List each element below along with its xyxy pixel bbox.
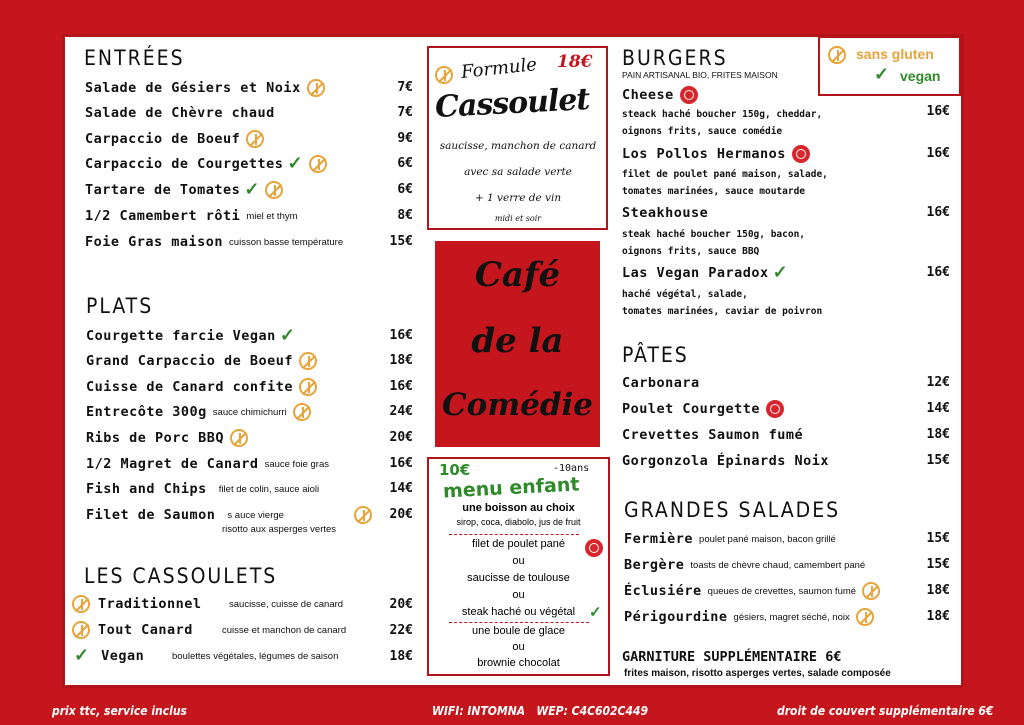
logo-line: Comédie xyxy=(441,387,594,423)
list-item xyxy=(74,645,144,667)
section-title-cassoulets: LES CASSOULETS xyxy=(84,564,278,588)
item-price: 6€ xyxy=(397,182,413,197)
item-name: Carbonara xyxy=(622,375,700,391)
vegan-icon: ✓ xyxy=(287,153,303,174)
item-price: 18€ xyxy=(389,353,413,368)
item-price: 18€ xyxy=(926,427,950,442)
item-name: Fish and Chips xyxy=(86,481,207,497)
item-name: Crevettes Saumon fumé xyxy=(622,427,804,443)
list-item xyxy=(85,231,343,253)
list-item xyxy=(85,128,264,150)
item-price: 20€ xyxy=(389,507,413,522)
kids-menu-line: ou xyxy=(512,555,525,567)
section-title-entrees: ENTRÉES xyxy=(84,46,185,70)
garniture-title: GARNITURE SUPPLÉMENTAIRE 6€ xyxy=(622,649,842,665)
item-price: 14€ xyxy=(389,481,413,496)
item-name: Périgourdine xyxy=(624,609,728,625)
item-note: filet de colin, sauce aioli xyxy=(218,483,320,495)
list-item xyxy=(624,554,865,576)
list-item xyxy=(624,580,880,602)
item-name: Gorgonzola Épinards Noix xyxy=(622,453,830,469)
section-subtitle: PAIN ARTISANAL BIO, FRITES MAISON xyxy=(622,70,778,80)
list-item xyxy=(85,153,327,175)
list-item xyxy=(86,325,295,347)
gluten-free-icon xyxy=(435,66,453,84)
list-item xyxy=(85,205,298,227)
item-price: 12€ xyxy=(926,375,950,390)
list-item xyxy=(622,372,700,394)
formule-line: + 1 verre de vin xyxy=(474,192,562,204)
item-name: 1/2 Camembert rôti xyxy=(85,208,241,224)
item-note: boulettes végétales, légumes de saison xyxy=(172,651,339,662)
item-price: 15€ xyxy=(389,234,413,249)
section-title-salades: GRANDES SALADES xyxy=(624,498,841,522)
kids-menu-title: menu enfant xyxy=(442,473,580,503)
item-price: 18€ xyxy=(389,649,413,664)
kids-menu-line: une boisson au choix xyxy=(462,502,575,514)
item-name: Courgette farcie Vegan xyxy=(86,328,276,344)
item-note: gésiers, magret séché, noix xyxy=(733,611,850,623)
list-item xyxy=(72,593,202,615)
item-desc: filet de poulet pané maison, salade, xyxy=(622,169,828,180)
list-item xyxy=(622,262,788,284)
gluten-free-icon xyxy=(265,181,283,199)
item-desc: tomates marinées, caviar de poivron xyxy=(622,306,823,317)
legend-vegan: vegan xyxy=(900,68,941,84)
kids-menu-line: filet de poulet pané xyxy=(472,538,565,550)
item-price: 24€ xyxy=(389,404,413,419)
list-item xyxy=(622,84,698,106)
item-name: Las Vegan Paradox xyxy=(622,265,769,281)
section-title-burgers: BURGERS xyxy=(622,46,728,70)
item-name: Carpaccio de Boeuf xyxy=(85,131,241,147)
item-name: Tartare de Tomates xyxy=(85,182,241,198)
formule-line: midi et soir xyxy=(494,214,542,223)
list-item xyxy=(85,77,325,99)
item-price: 20€ xyxy=(389,597,413,612)
item-name: Filet de Saumon xyxy=(86,507,216,523)
halal-icon xyxy=(792,145,810,163)
item-name: Vegan xyxy=(101,648,145,664)
legend-box xyxy=(818,36,961,96)
item-price: 7€ xyxy=(397,80,413,95)
item-price: 14€ xyxy=(926,401,950,416)
item-desc: tomates marinées, sauce moutarde xyxy=(622,186,806,197)
gluten-free-icon xyxy=(828,46,846,64)
vegan-icon: ✓ xyxy=(772,262,788,283)
gluten-free-icon xyxy=(293,403,311,421)
item-price: 7€ xyxy=(397,105,413,120)
gluten-free-icon xyxy=(230,429,248,447)
item-note: sauce chimichurri xyxy=(212,406,287,418)
item-note: s auce vierge xyxy=(227,509,284,521)
item-name: Salade de Chèvre chaud xyxy=(85,105,275,121)
gluten-free-icon xyxy=(72,621,90,639)
list-item xyxy=(622,202,708,224)
list-item xyxy=(86,504,372,526)
gluten-free-icon xyxy=(856,608,874,626)
item-price: 16€ xyxy=(389,456,413,471)
item-price: 15€ xyxy=(926,557,950,572)
gluten-free-icon xyxy=(862,582,880,600)
item-price: 18€ xyxy=(926,609,950,624)
list-item xyxy=(72,619,193,641)
item-note: sauce foie gras xyxy=(264,458,329,470)
gluten-free-icon xyxy=(72,595,90,613)
section-title-plats: PLATS xyxy=(86,294,154,318)
list-item xyxy=(86,478,319,500)
item-name: Cheese xyxy=(622,87,674,103)
item-name: Fermière xyxy=(624,531,694,547)
list-item xyxy=(86,350,317,372)
item-price: 20€ xyxy=(389,430,413,445)
item-price: 22€ xyxy=(389,623,413,638)
item-name: Salade de Gésiers et Noix xyxy=(85,80,301,96)
kids-menu-line: ou xyxy=(512,589,525,601)
item-price: 16€ xyxy=(926,146,950,161)
item-desc: haché végétal, salade, xyxy=(622,289,748,300)
vegan-icon: ✓ xyxy=(589,603,602,621)
footer-wifi: WIFI: INTOMNA WEP: C4C602C449 xyxy=(432,704,649,718)
item-desc: steack haché boucher 150g, cheddar, xyxy=(622,109,823,120)
item-price: 18€ xyxy=(926,583,950,598)
kids-menu-price: 10€ xyxy=(439,461,471,479)
item-note: saucisse, cuisse de canard xyxy=(229,599,344,610)
item-note: poulet pané maison, bacon grillé xyxy=(699,533,836,545)
item-name: Poulet Courgette xyxy=(622,401,761,417)
item-desc: steak haché boucher 150g, bacon, xyxy=(622,229,806,240)
item-note: risotto aux asperges vertes xyxy=(222,524,337,535)
gluten-free-icon xyxy=(246,130,264,148)
gluten-free-icon xyxy=(307,79,325,97)
gluten-free-icon xyxy=(299,378,317,396)
vegan-icon: ✓ xyxy=(279,325,295,346)
item-desc: oignons frits, sauce BBQ xyxy=(622,246,760,257)
list-item xyxy=(86,453,329,475)
item-name: Carpaccio de Courgettes xyxy=(85,156,284,172)
item-note: cuisson basse température xyxy=(229,236,344,248)
list-item xyxy=(85,102,275,124)
restaurant-logo xyxy=(435,241,600,447)
kids-menu-line: steak haché ou végétal xyxy=(461,606,576,618)
item-note: miel et thym xyxy=(246,210,298,222)
item-name: Steakhouse xyxy=(622,205,709,221)
footer-left: prix ttc, service inclus xyxy=(52,704,187,718)
kids-menu-age: -10ans xyxy=(553,463,590,474)
kids-menu-line: une boule de glace xyxy=(472,625,565,637)
list-item xyxy=(624,606,874,628)
formule-subtitle: Cassoulet xyxy=(434,81,591,126)
item-price: 6€ xyxy=(397,156,413,171)
kids-menu-line: ou xyxy=(512,641,525,653)
section-title-pates: PÂTES xyxy=(622,343,689,367)
item-note: toasts de chèvre chaud, camembert pané xyxy=(690,559,866,571)
vegan-icon: ✓ xyxy=(74,645,90,666)
gluten-free-icon xyxy=(309,155,327,173)
logo-line: de la xyxy=(471,321,564,361)
item-name: Ribs de Porc BBQ xyxy=(86,430,225,446)
item-name: Grand Carpaccio de Boeuf xyxy=(86,353,294,369)
item-price: 9€ xyxy=(397,131,413,146)
item-name: Cuisse de Canard confite xyxy=(86,379,294,395)
item-price: 16€ xyxy=(389,379,413,394)
formule-title: Formule xyxy=(460,54,538,83)
divider xyxy=(449,622,589,623)
formule-line: saucisse, manchon de canard xyxy=(439,140,597,152)
item-price: 15€ xyxy=(926,531,950,546)
item-price: 16€ xyxy=(926,205,950,220)
list-item xyxy=(86,376,317,398)
list-item xyxy=(85,179,283,201)
list-item xyxy=(622,424,803,446)
garniture-desc: frites maison, risotto asperges vertes, salade composée xyxy=(624,668,891,679)
kids-menu-line: sirop, coca, diabolo, jus de fruit xyxy=(456,517,581,527)
gluten-free-icon xyxy=(299,352,317,370)
item-name: Traditionnel xyxy=(98,596,202,612)
list-item xyxy=(624,528,836,550)
vegan-icon: ✓ xyxy=(244,179,260,200)
list-item xyxy=(86,401,311,423)
item-name: Tout Canard xyxy=(98,622,193,638)
item-note: cuisse et manchon de canard xyxy=(222,625,347,636)
item-note: queues de crevettes, saumon fumé xyxy=(707,585,857,597)
list-item xyxy=(622,143,810,165)
item-desc: oignons frits, sauce comédie xyxy=(622,126,783,137)
item-name: Éclusiére xyxy=(624,583,702,599)
kids-menu-line: brownie chocolat xyxy=(477,657,560,669)
list-item xyxy=(86,427,248,449)
halal-icon xyxy=(766,400,784,418)
item-name: Foie Gras maison xyxy=(85,234,224,250)
list-item xyxy=(622,450,829,472)
formule-line: avec sa salade verte xyxy=(464,166,572,178)
formule-box xyxy=(427,46,608,230)
item-name: 1/2 Magret de Canard xyxy=(86,456,259,472)
item-name: Bergère xyxy=(624,557,685,573)
gluten-free-icon xyxy=(354,506,372,524)
item-name: Los Pollos Hermanos xyxy=(622,146,786,162)
list-item xyxy=(622,398,784,420)
item-price: 8€ xyxy=(397,208,413,223)
divider xyxy=(449,534,579,535)
item-price: 16€ xyxy=(926,265,950,280)
kids-menu-line: saucisse de toulouse xyxy=(467,572,570,584)
logo-line: Café xyxy=(474,255,561,295)
item-price: 16€ xyxy=(926,104,950,119)
kids-menu-box xyxy=(427,457,610,676)
legend-gluten: sans gluten xyxy=(856,46,934,62)
vegan-icon: ✓ xyxy=(874,64,890,85)
item-name: Entrecôte 300g xyxy=(86,404,207,420)
formule-price: 18€ xyxy=(557,52,593,72)
footer-right: droit de couvert supplémentaire 6€ xyxy=(777,704,994,718)
item-price: 15€ xyxy=(926,453,950,468)
halal-icon xyxy=(680,86,698,104)
item-price: 16€ xyxy=(389,328,413,343)
